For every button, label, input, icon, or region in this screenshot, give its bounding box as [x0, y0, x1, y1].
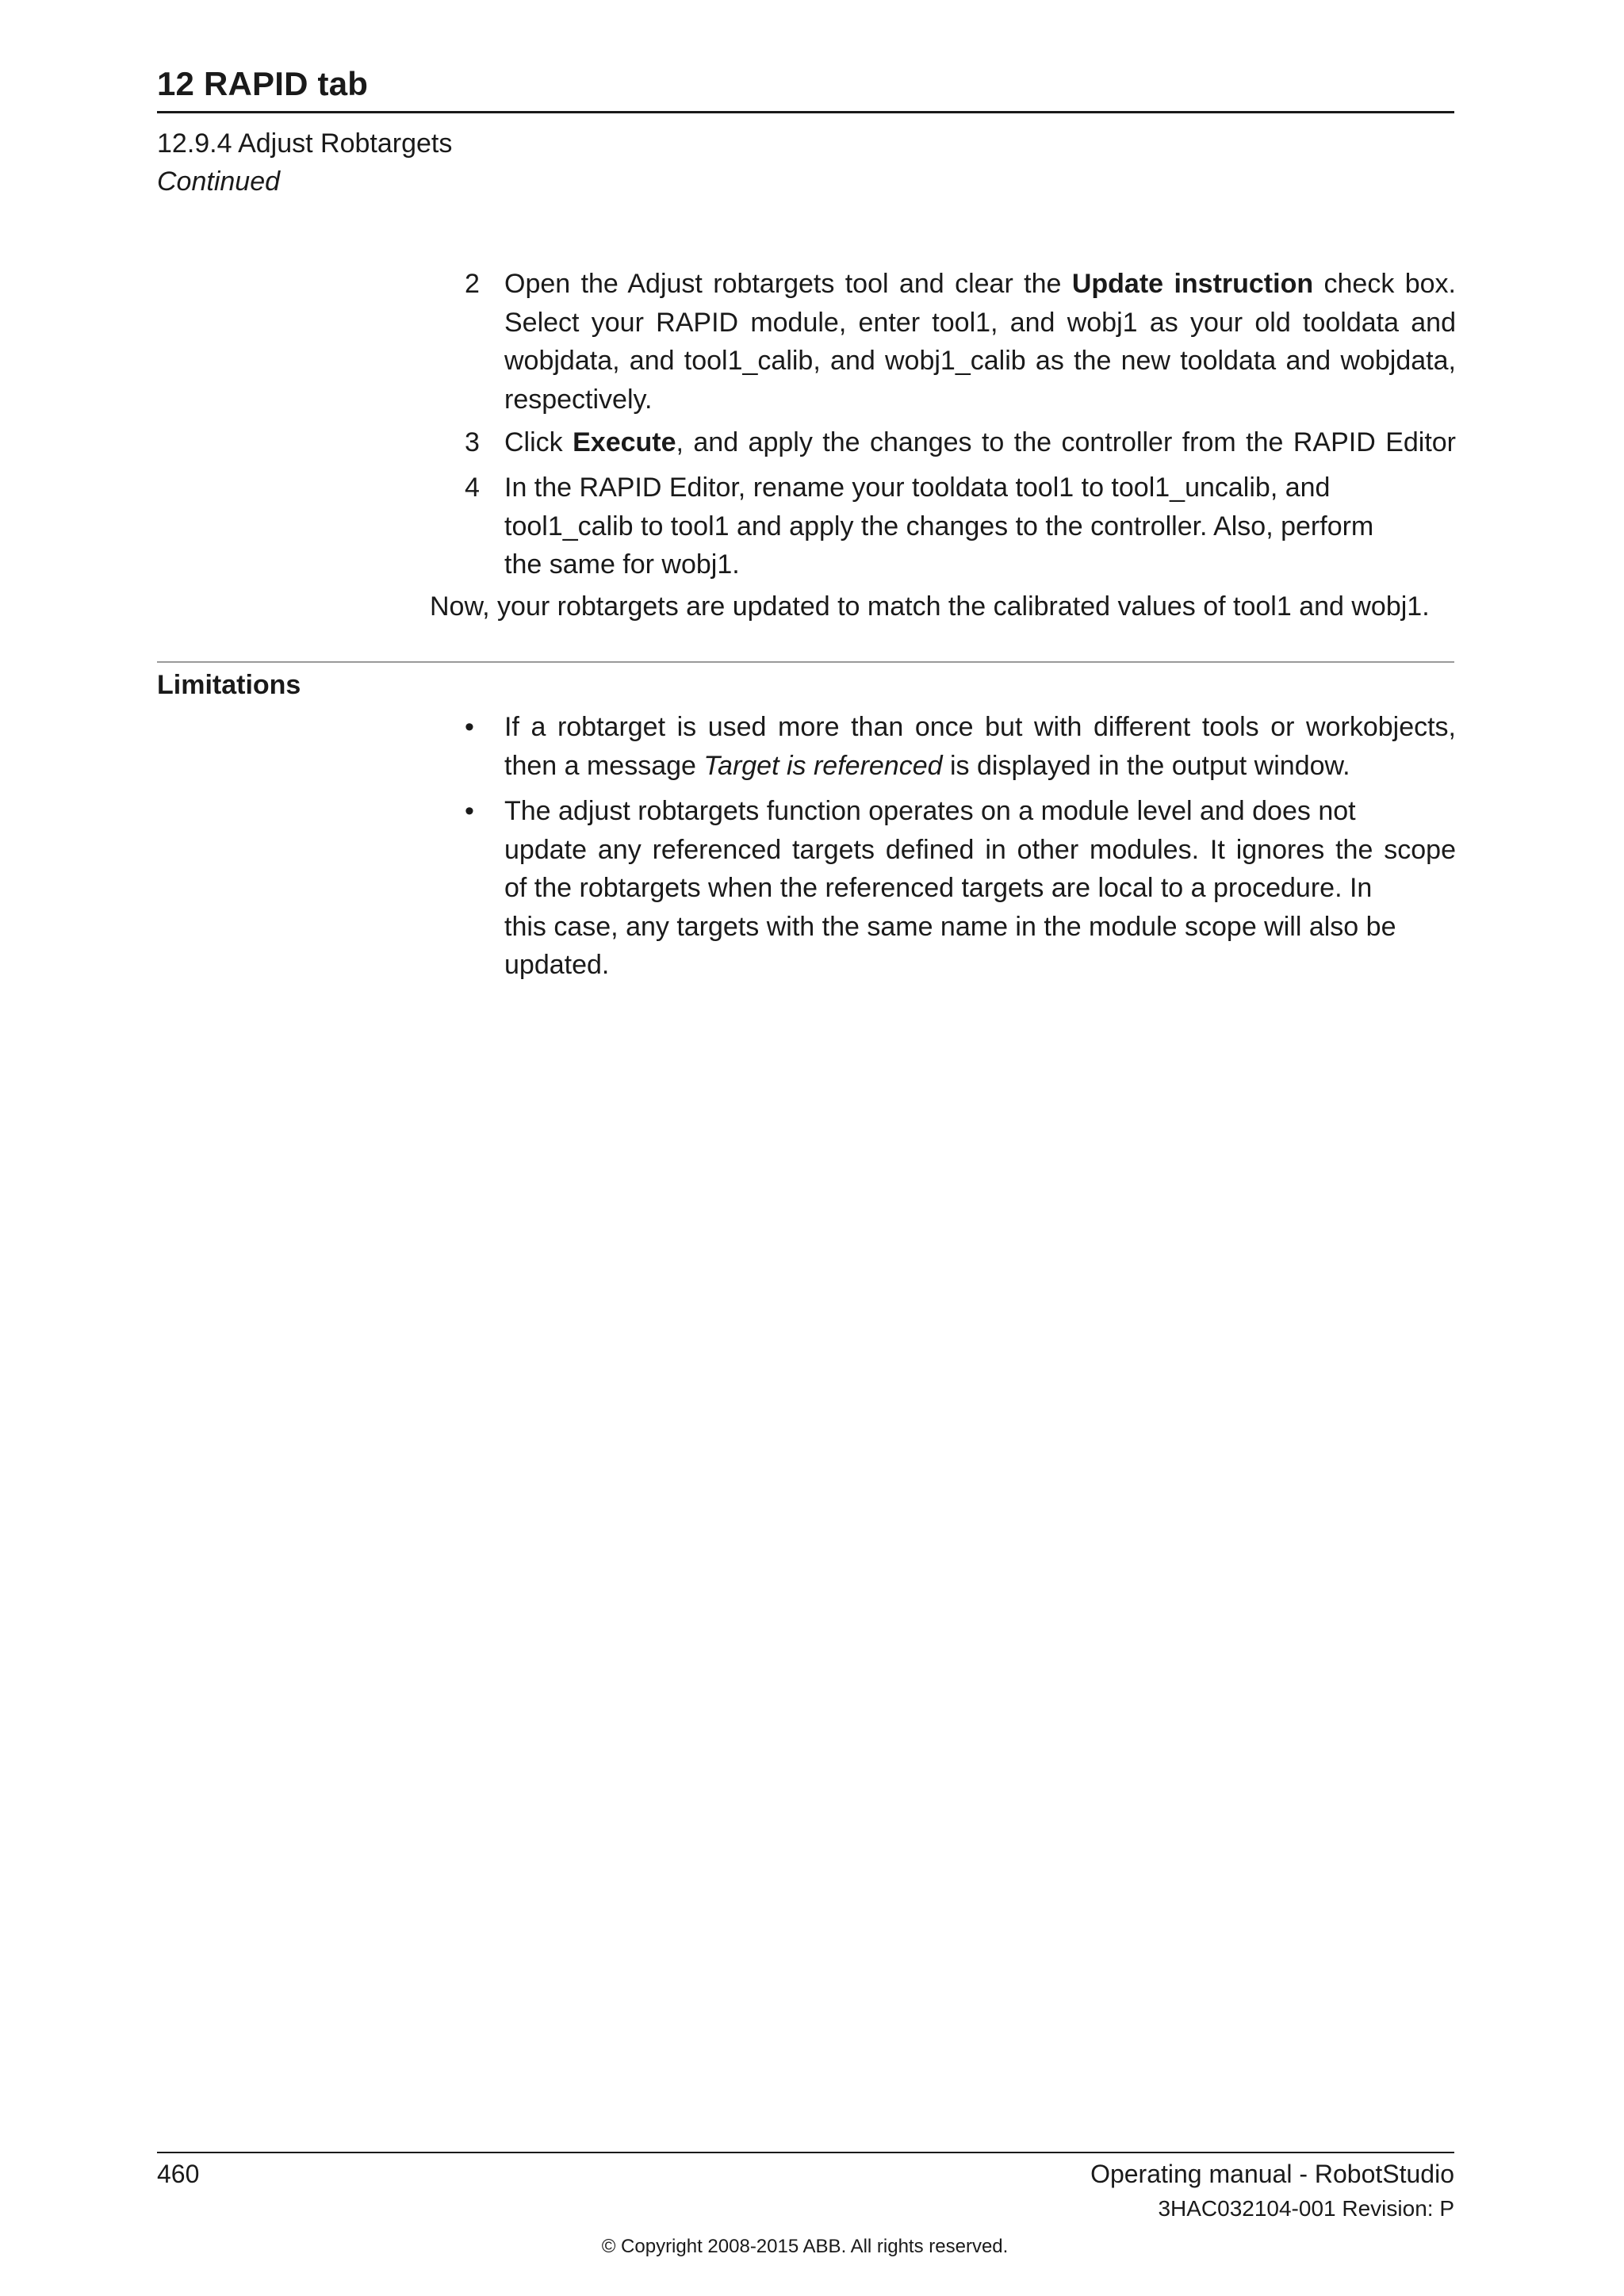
step-number: 2: [465, 269, 480, 299]
chapter-title: 12 RAPID tab: [157, 65, 369, 102]
document-id: 3HAC032104-001 Revision: P: [1158, 2196, 1454, 2221]
step-line: Click Execute, and apply the changes to the controller from the RAPID Editor: [504, 427, 1457, 457]
limitations-heading: Limitations: [157, 670, 301, 700]
section-title: 12.9.4 Adjust Robtargets: [157, 128, 453, 159]
step-line: wobjdata, and tool1_calib, and wobj1_calib as the new tooldata and wobjdata,: [504, 346, 1456, 376]
bullet-line: this case, any targets with the same name in the module scope will also be: [504, 911, 1396, 942]
bullet-line: update any referenced targets defined in other modules. It ignores the scope: [504, 834, 1456, 865]
step-line: the same for wobj1.: [504, 549, 740, 580]
section-divider: [157, 661, 1454, 663]
header-rule: [157, 111, 1454, 113]
bullet-icon: •: [465, 796, 474, 826]
bullet-text: [504, 708, 1456, 785]
step-line: Open the Adjust robtargets tool and clear the Update instruction check box.: [504, 269, 1457, 299]
bullet-line: then a message Target is referenced is displayed in the output window.: [504, 750, 1350, 781]
message-text: Target is referenced: [703, 750, 943, 781]
copyright-notice: © Copyright 2008-2015 ABB. All rights reserved.: [601, 2236, 1009, 2257]
bullet-text: [504, 792, 1456, 985]
step-number: 3: [465, 427, 480, 457]
step-line: In the RAPID Editor, rename your tooldata tool1 to tool1_uncalib, and: [504, 473, 1331, 503]
step-number: 4: [465, 473, 480, 503]
bullet-line: updated.: [504, 950, 610, 980]
manual-title: Operating manual - RobotStudio: [1090, 2160, 1454, 2188]
footer-rule: [157, 2152, 1454, 2153]
step-line: tool1_calib to tool1 and apply the changes to the controller. Also, perform: [504, 511, 1374, 541]
step-text: [504, 423, 1456, 462]
page-number: 460: [157, 2160, 200, 2188]
bullet-icon: •: [465, 712, 474, 742]
bullet-line: The adjust robtargets function operates on a module level and does not: [504, 796, 1356, 826]
summary-text: Now, your robtargets are updated to match the calibrated values of tool1 and wobj1.: [430, 591, 1430, 622]
bullet-line: If a robtarget is used more than once but with different tools or workobjects,: [504, 712, 1456, 742]
step-line: respectively.: [504, 384, 653, 415]
ui-term: Update instruction: [1071, 269, 1314, 299]
bullet-line: of the robtargets when the referenced targets are local to a procedure. In: [504, 873, 1373, 903]
step-line: Select your RAPID module, enter tool1, and wobj1 as your old tooldata and: [504, 307, 1456, 338]
step-text: [504, 469, 1456, 584]
continued-label: Continued: [157, 166, 281, 197]
step-text: [504, 265, 1456, 419]
ui-term: Execute: [573, 427, 676, 457]
